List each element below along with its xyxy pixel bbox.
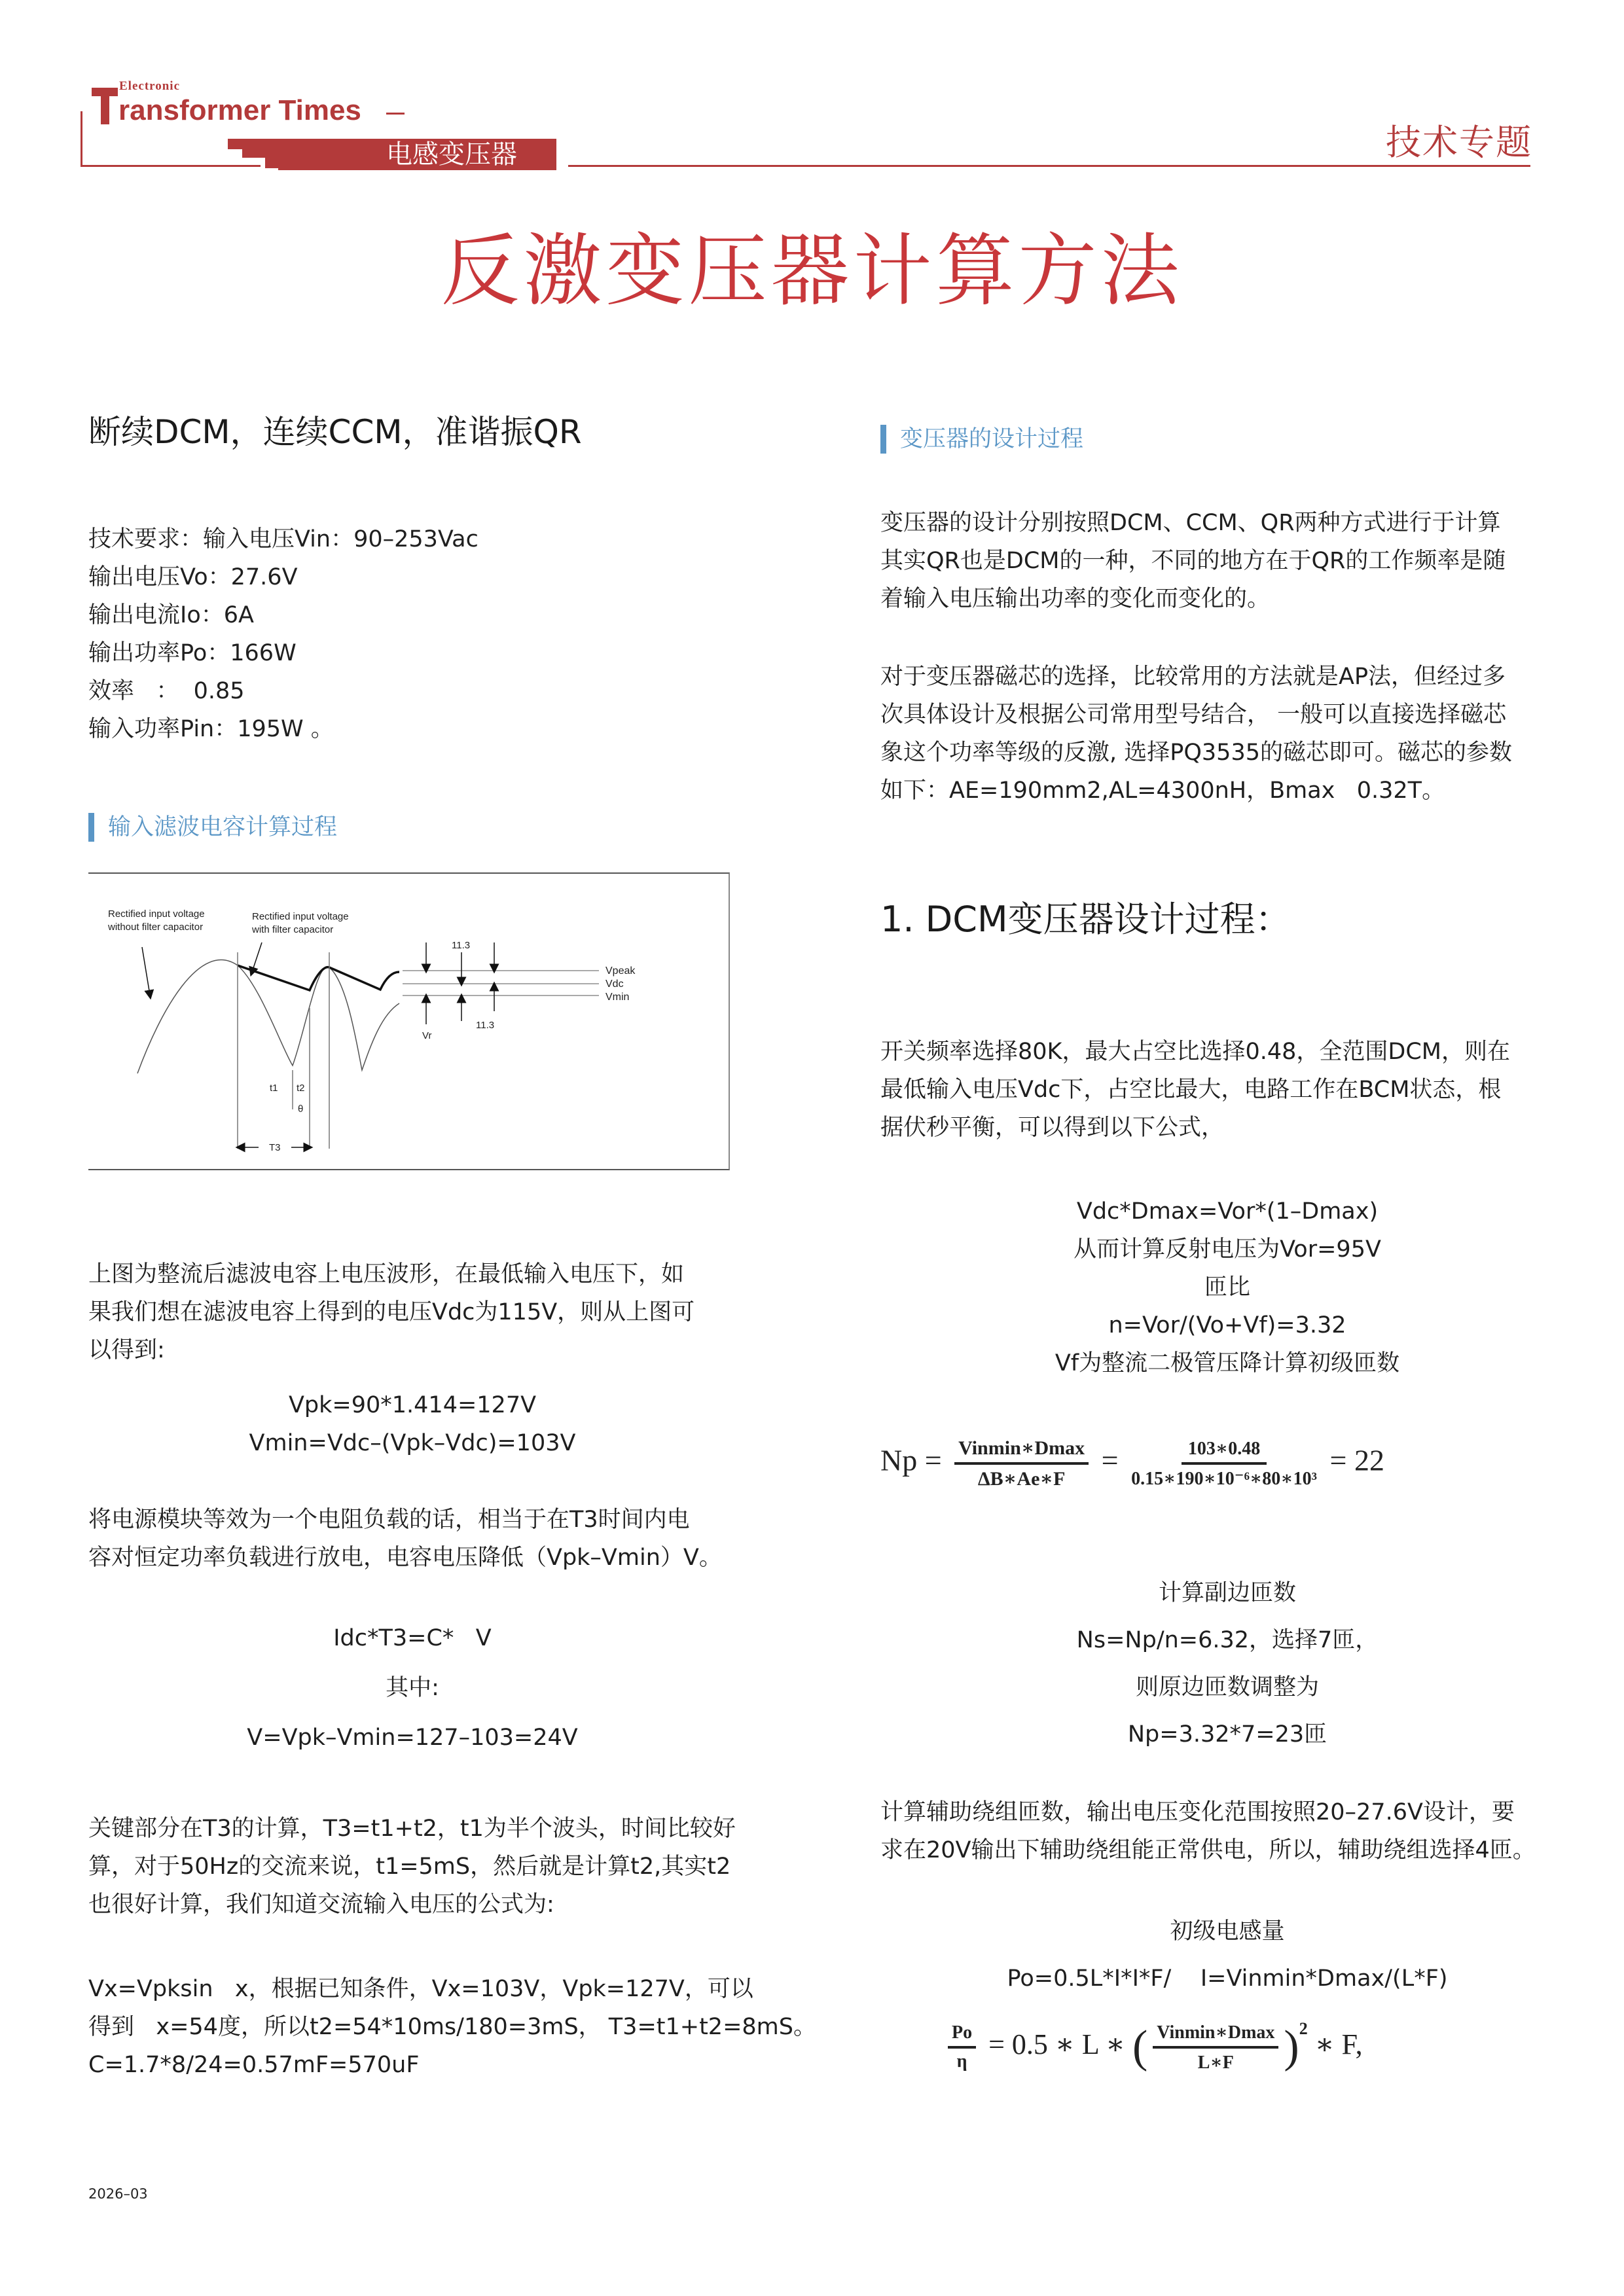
vmin-label: Vmin (605, 992, 630, 1003)
brand-logo-initial (92, 88, 118, 124)
subhead-design-process: 变压器的设计过程 (880, 422, 1574, 456)
dim-bottom-label: 11.3 (476, 1020, 495, 1031)
para-t3 (88, 1810, 769, 1924)
equation-line: n=Vor/(Vo+Vf)=3.32 (1108, 1312, 1346, 1338)
paragraph-line: 变压器的设计分别按照DCM、CCM、QR两种方式进行于计算 (880, 510, 1501, 536)
pointer-arrow (142, 947, 150, 995)
vdc-label: Vdc (605, 978, 624, 990)
po-eta-fraction (948, 2022, 976, 2072)
equation-where: 其中: (386, 1675, 439, 1701)
para-core-selection (880, 658, 1574, 810)
t1-label: t1 (270, 1083, 278, 1094)
equation-line: 从而计算反射电压为Vor=95V (1074, 1236, 1381, 1263)
equation-line: Vf为整流二极管压降计算初级匝数 (1055, 1350, 1400, 1376)
pointer-arrow (252, 942, 262, 972)
paragraph-line: C=1.7*8/24=0.57mF=570uF (88, 2052, 420, 2078)
equation-vmin: Vmin=Vdc–(Vpk–Vdc)=103V (249, 1430, 576, 1456)
filter-cap-subhead (88, 810, 769, 844)
equation-line: 匝比 (1204, 1274, 1250, 1300)
np-result: = 22 (1329, 1443, 1384, 1477)
issue-date: 2026–03 (88, 2186, 148, 2202)
equation-charge: Idc*T3=C* V (333, 1625, 492, 1651)
spec-item: 输出电流Io：6A (88, 602, 254, 628)
paragraph-line: 着输入电压输出功率的变化而变化的。 (880, 586, 1271, 612)
paragraph-line: 象这个功率等级的反激, 选择PQ3535的磁芯即可。磁芯的参数 (880, 740, 1512, 766)
para-discharge (88, 1501, 769, 1577)
po-formula (943, 2019, 1624, 2073)
dcm-heading: 1. DCM变压器设计过程： (880, 899, 1291, 940)
paragraph-line: 算，对于50Hz的交流来说，t1=5mS，然后就是计算t2,其实t2 (88, 1854, 731, 1880)
para-dcm-intro (880, 1033, 1574, 1147)
para-waveform-explain (88, 1255, 769, 1369)
t2-label: t2 (297, 1083, 305, 1094)
paren-open: ( (1132, 2021, 1148, 2072)
spec-item: 输入功率Pin：195W 。 (88, 716, 334, 742)
paren-close: ) (1284, 2021, 1299, 2072)
np-lhs: Np = (880, 1443, 942, 1477)
charge-equations (88, 1613, 736, 1763)
po-inner-fraction (1153, 2021, 1278, 2073)
design-subhead (880, 422, 1574, 456)
para-aux-winding (880, 1793, 1587, 1869)
np-fraction-symbolic (954, 1437, 1089, 1490)
section-tag: 技术专题 (1386, 122, 1532, 163)
column-badge: 电感变压器 (278, 139, 556, 170)
t3-label: T3 (269, 1142, 281, 1153)
masthead-frame-left (81, 111, 82, 167)
paragraph-line: Vx=Vpksin x，根据已知条件，Vx=103V，Vpk=127V，可以 (88, 1976, 753, 2002)
masthead-frame-bottom (81, 165, 261, 167)
equation-line: 计算副边匝数 (1158, 1580, 1296, 1606)
ns-equations (880, 1570, 1574, 1758)
np-numerator-numeric: 103∗0.48 (1182, 1437, 1267, 1465)
label-with-cap-2: with filter capacitor (252, 924, 334, 935)
equation-line: Vdc*Dmax=Vor*(1–Dmax) (1076, 1198, 1379, 1225)
spec-item: 效率 ： 0.85 (88, 678, 245, 704)
mode-heading: 断续DCM，连续CCM，准谐振QR (88, 413, 582, 451)
paragraph-line: 其实QR也是DCM的一种，不同的地方在于QR的工作频率是随 (880, 548, 1506, 574)
label-with-cap-1: Rectified input voltage (252, 911, 349, 922)
np-numerator-symbolic: Vinmin∗Dmax (954, 1437, 1089, 1465)
inductance-block (880, 1908, 1574, 2002)
article-title: 反激变压器计算方法 (441, 226, 1183, 317)
paragraph-line: 果我们想在滤波电容上得到的电压Vdc为115V，则从上图可 (88, 1299, 695, 1325)
paragraph-line: 容对恒定功率负载进行放电，电容电压降低（Vpk–Vmin）V。 (88, 1545, 722, 1571)
label-no-cap-1: Rectified input voltage (108, 908, 205, 920)
vr-label: Vr (422, 1030, 432, 1041)
equation-line: Ns=Np/n=6.32，选择7匝， (1076, 1627, 1379, 1653)
po-numerator: Po (948, 2022, 976, 2049)
waveform-diagram (88, 874, 730, 1172)
subhead-filter-capacitor: 输入滤波电容计算过程 (88, 810, 769, 844)
eta-denominator: η (956, 2051, 967, 2072)
np-fraction-numeric (1131, 1437, 1317, 1490)
paragraph-line: 上图为整流后滤波电容上电压波形，在最低输入电压下，如 (88, 1261, 685, 1287)
paragraph-line: 将电源模块等效为一个电阻负载的话，相当于在T3时间内电 (88, 1507, 690, 1533)
po-tail: ∗ F, (1314, 2028, 1363, 2060)
para-design-modes (880, 504, 1574, 618)
np-denominator-numeric: 0.15∗190∗10⁻⁶∗80∗10³ (1131, 1469, 1318, 1489)
po-mid: = 0.5 ∗ L ∗ (988, 2028, 1125, 2060)
brand-small-text: Electronic (119, 79, 181, 93)
spec-item: 技术要求：输入电压Vin：90–253Vac (88, 526, 478, 552)
dcm-heading-block (880, 900, 1574, 939)
po-exponent: 2 (1299, 2019, 1308, 2038)
np-denominator-symbolic: ΔB∗Ae∗F (977, 1468, 1066, 1490)
paragraph-line: 次具体设计及根据公司常用型号结合， 一般可以直接选择磁芯 (880, 702, 1507, 728)
paragraph-line: 开关频率选择80K，最大占空比选择0.48，全范围DCM，则在 (880, 1039, 1511, 1065)
po-inner-denominator: L∗F (1197, 2052, 1234, 2073)
rectified-waveform-figure (88, 872, 730, 1170)
np-formula (880, 1437, 1574, 1490)
inductance-equation: Po=0.5L*I*I*F/ I=Vinmin*Dmax/(L*F) (1007, 1965, 1448, 1992)
vor-equations (880, 1193, 1574, 1382)
spec-item: 输出电压Vo：27.6V (88, 564, 298, 590)
vpk-equations (88, 1386, 736, 1462)
equation-vpk: Vpk=90*1.414=127V (288, 1392, 537, 1418)
brand-main-text: ransformer Times (118, 94, 361, 126)
paragraph-line: 据伏秒平衡，可以得到以下公式， (880, 1115, 1225, 1141)
dim-top-label: 11.3 (452, 940, 471, 951)
paragraph-line: 求在20V输出下辅助绕组能正常供电，所以，辅助绕组选择4匝。 (880, 1837, 1536, 1863)
equation-line: Np=3.32*7=23匝 (1127, 1721, 1327, 1748)
paragraph-line: 最低输入电压Vdc下，占空比最大，电路工作在BCM状态，根 (880, 1077, 1502, 1103)
spec-item: 输出功率Po：166W (88, 640, 297, 666)
vpeak-label: Vpeak (605, 965, 636, 977)
para-capacitance-result (88, 1970, 821, 2084)
paragraph-line: 关键部分在T3的计算，T3=t1+t2，t1为半个波头，时间比较好 (88, 1816, 736, 1842)
brand-dash (386, 113, 405, 115)
po-inner-numerator: Vinmin∗Dmax (1153, 2021, 1278, 2049)
paragraph-line: 以得到: (88, 1337, 165, 1363)
paragraph-line: 得到 x=54度，所以t2=54*10ms/180=3mS， T3=t1+t2=8mS。 (88, 2014, 816, 2040)
equation-line: 则原边匝数调整为 (1135, 1674, 1319, 1700)
equation-delta-v: V=Vpk–Vmin=127–103=24V (247, 1725, 578, 1751)
inductance-title: 初级电感量 (1170, 1918, 1285, 1945)
label-no-cap-2: without filter capacitor (108, 922, 204, 933)
spec-list (88, 520, 769, 748)
paragraph-line: 如下：AE=190mm2,AL=4300nH，Bmax 0.32T。 (880, 778, 1445, 804)
paragraph-line: 也很好计算，我们知道交流输入电压的公式为: (88, 1892, 554, 1918)
theta-label: θ (298, 1103, 304, 1115)
left-heading (88, 412, 769, 452)
paragraph-line: 计算辅助绕组匝数，输出电压变化范围按照20–27.6V设计，要 (880, 1799, 1515, 1825)
paragraph-line: 对于变压器磁芯的选择，比较常用的方法就是AP法，但经过多 (880, 664, 1506, 690)
header-rule (568, 165, 1530, 167)
np-equals: = (1101, 1443, 1119, 1477)
